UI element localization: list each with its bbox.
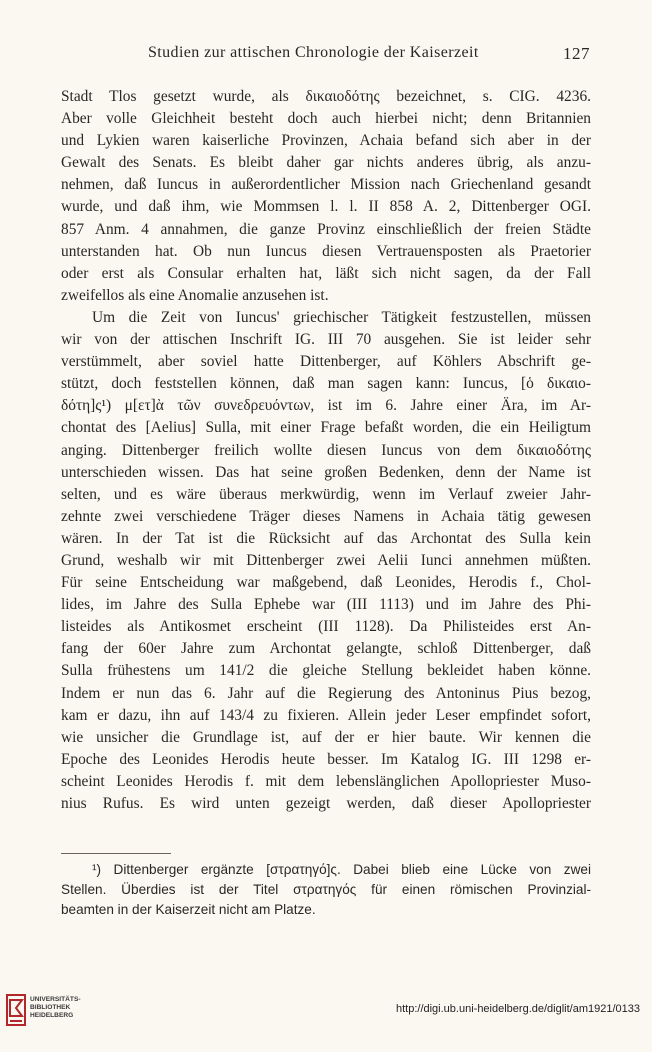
body-line: wären. In der Tat ist die Rücksicht auf das Archontat des Sulla kein [61,529,591,547]
body-line: kam er dazu, ihn auf 143/4 zu fixieren. Allein jeder Leser empfindet sofort, [61,706,591,724]
body-line: unterschieden wissen. Das hat seine großen Bedenken, denn der Name ist [61,463,591,481]
body-line: unterstanden hat. Ob nun Iuncus diesen Vertrauensposten als Praetorier [61,242,591,260]
body-line: verstümmelt, aber soviel hatte Dittenberger, auf Köhlers Abschrift ge- [61,353,591,371]
body-line: Sulla frühestens um 141/2 die gleiche Stellung bekleidet haben könne. [61,662,591,680]
library-name-line: HEIDELBERG [30,1012,74,1020]
library-name-line: BIBLIOTHEK [30,1004,71,1012]
body-line: 857 Anm. 4 annahmen, die ganze Provinz einschließlich der freien Städte [61,220,591,238]
library-name [30,996,81,1021]
body-line: chontat des [Aelius] Sulla, mit einer Frage befaßt worden, die ein Heiligtum [61,419,591,437]
body-line: anging. Dittenberger freilich wollte diesen Iuncus von dem δικαιοδότης [61,441,591,459]
footnote-line: ¹) Dittenberger ergänzte [στρατηγό]ς. Dabei blieb eine Lücke von zwei [92,862,591,877]
body-line: Indem er nun das 6. Jahr auf die Regierung des Antoninus Pius bezog, [61,684,591,702]
body-line: und Lykien waren kaiserliche Provinzen, Achaia befand sich aber in der [61,132,591,150]
library-logo-icon [6,994,26,1026]
body-line: nehmen, daß Iuncus in außerordentlicher Mission nach Griechenland gesandt [61,176,591,194]
body-line: Stadt Tlos gesetzt wurde, als δικαιοδότης bezeichnet, s. CIG. 4236. [61,88,591,105]
body-line: listeides als Antikosmet erscheint (III 1128). Da Philisteides erst An- [61,618,591,636]
body-line: lides, im Jahre des Sulla Ephebe war (III 1113) und im Jahre des Phi- [61,596,591,614]
body-line: stützt, doch feststellen können, daß man sagen kann: Iuncus, [ὁ δικαιο- [61,375,591,393]
body-line: fang der 60er Jahre zum Archontat gelangte, schloß Dittenberger, daß [61,640,591,658]
running-header [60,44,590,66]
page-number: 127 [563,44,590,63]
body-line: wir von der attischen Inschrift IG. III 70 ausgehen. Sie ist leider sehr [61,331,591,349]
body-line: zehnte zwei verschiedene Träger dieses Namens in Achaia tätig gewesen [61,507,591,525]
body-line: Grund, weshalb wir mit Dittenberger zwei Aelii Iunci annehmen müßten. [61,551,591,569]
body-line: wie unsicher die Grundlage ist, auf der er hier baute. Wir kennen die [61,728,591,746]
body-line: oder erst als Consular erhalten hat, läßt sich nicht sagen, da der Fall [61,264,591,282]
body-line: Aber volle Gleichheit besteht doch auch hierbei nicht; denn Britannien [61,110,591,128]
body-line: selten, und es wäre überaus merkwürdig, wenn im Verlauf zweier Jahr- [61,485,591,503]
body-line: wurde, und daß ihm, wie Mommsen l. l. II 858 A. 2, Dittenberger OGI. [61,198,591,216]
footnote-rule [61,853,171,854]
body-line: zweifellos als eine Anomalie anzusehen ist. [61,286,329,304]
footnote [61,860,591,920]
body-line: Um die Zeit von Iuncus' griechischer Tätigkeit festzustellen, müssen [92,308,591,326]
digitization-footer [0,980,652,1052]
body-line: Gewalt des Senats. Es bleibt daher gar nichts anderes übrig, als anzu- [61,154,591,172]
library-name-line: UNIVERSITÄTS- [30,996,81,1003]
body-line: nius Rufus. Es wird unten gezeigt werden, daß dieser Apollopriester [61,795,591,812]
body-line: Epoche des Leonides Herodis heute besser. Im Katalog IG. III 1298 er- [61,750,591,768]
source-url-link[interactable]: http://digi.ub.uni-heidelberg.de/diglit/am1921/0133 [395,1003,640,1015]
footnote-line: Stellen. Überdies ist der Titel στρατηγός für einen römischen Provinzial- [61,882,591,897]
body-text [61,86,591,815]
body-line: scheint Leonides Herodis f. mit dem lebenslänglichen Apollopriester Muso- [61,772,591,790]
body-line: Für seine Entscheidung war maßgebend, daß Leonides, Herodis f., Chol- [61,574,591,592]
running-title: Studien zur attischen Chronologie der Kaiserzeit [148,44,479,61]
body-line: δότη]ς¹) μ[ετ]ὰ τῶν συνεδρευόντων, ist im 6. Jahre einer Ära, im Ar- [61,397,591,415]
footnote-line: beamten in der Kaiserzeit nicht am Platze. [61,902,316,917]
